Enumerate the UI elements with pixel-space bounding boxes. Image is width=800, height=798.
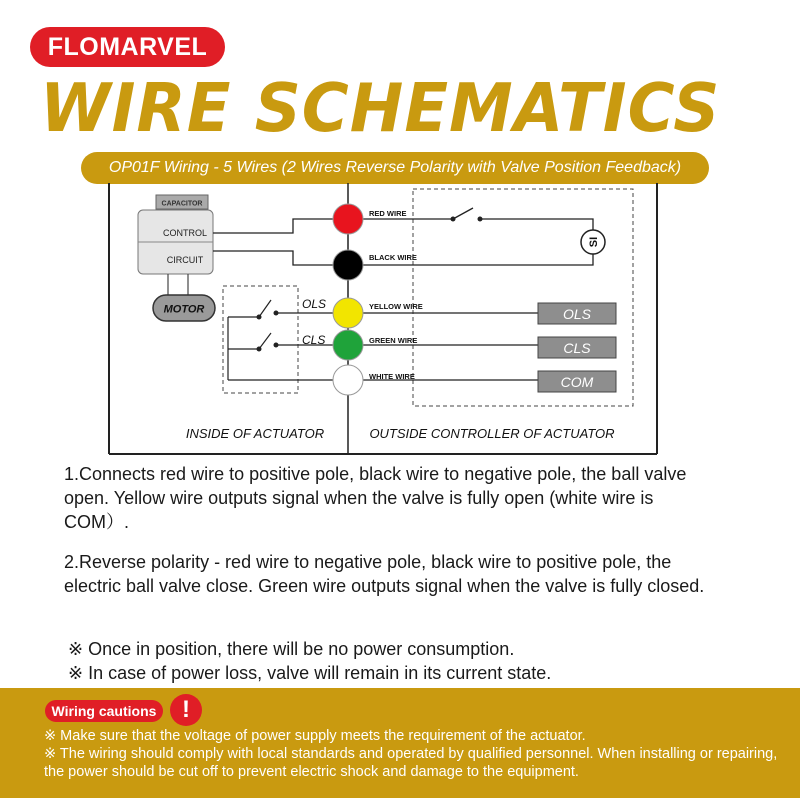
instruction-close: 2.Reverse polarity - red wire to negative pole, black wire to positive pole, the electric ball valve close. Green wire outputs signal when the valve is fully closed. [64, 552, 705, 596]
circuit-label: CIRCUIT [166, 255, 204, 265]
wire-label-black: BLACK WIRE [369, 253, 417, 262]
subtitle-banner: OP01F Wiring - 5 Wires (2 Wires Reverse Polarity with Valve Position Feedback) [81, 152, 709, 184]
note-power-loss: ※ In case of power loss, valve will remain in its current state. [68, 663, 552, 683]
wire-label-yellow: YELLOW WIRE [369, 302, 423, 311]
wiring-diagram [108, 183, 658, 455]
wire-label-red: RED WIRE [369, 209, 407, 218]
inside-actuator-label: INSIDE OF ACTUATOR [185, 426, 325, 441]
caution-badge: Wiring cautions [45, 700, 163, 722]
com-terminal-box [538, 371, 616, 392]
terminal-dot-black [333, 250, 363, 280]
capacitor-label: CAPACITOR [161, 200, 203, 208]
outside-controller-label: OUTSIDE CONTROLLER OF ACTUATOR [369, 426, 615, 441]
wire-label-white: WHITE WIRE [369, 372, 415, 381]
ols-terminal-box [538, 303, 616, 324]
com-box-label: COM [560, 374, 594, 390]
terminal-dot-red [333, 204, 363, 234]
power-supply-icon [581, 230, 605, 254]
cls-label: CLS [302, 333, 326, 347]
power-supply-label: SI [588, 236, 600, 248]
caution-installation: ※ The wiring should comply with local standards and operated by qualified personnel. When installing or repairing, the power should be cut off to prevent electric shock and damage to the equipment. [44, 746, 778, 780]
motor-label: MOTOR [163, 303, 205, 316]
note-power-consumption: ※ Once in position, there will be no power consumption. [68, 639, 515, 659]
ols-label: OLS [302, 297, 327, 311]
alert-icon: ! [170, 694, 202, 726]
limit-switches [228, 297, 348, 380]
wire-terminals [333, 204, 363, 395]
wire-label-green: GREEN WIRE [369, 336, 418, 345]
terminal-dot-yellow [333, 298, 363, 328]
brand-logo: FLOMARVEL [30, 27, 225, 67]
instruction-open: 1.Connects red wire to positive pole, black wire to negative pole, the ball valve open. Yellow wire outputs signal when the valve is fully open (white wire is COM）. [64, 464, 687, 532]
cls-terminal-box [538, 337, 616, 358]
actuator-body [138, 195, 215, 321]
terminal-dot-green [333, 330, 363, 360]
terminal-dot-white [333, 365, 363, 395]
page-title: WIRE SCHEMATICS [40, 70, 721, 148]
caution-voltage: ※ Make sure that the voltage of power supply meets the requirement of the actuator. [44, 728, 586, 744]
cls-box-label: CLS [563, 340, 591, 356]
control-label: CONTROL [162, 228, 208, 238]
ols-box-label: OLS [562, 306, 592, 322]
